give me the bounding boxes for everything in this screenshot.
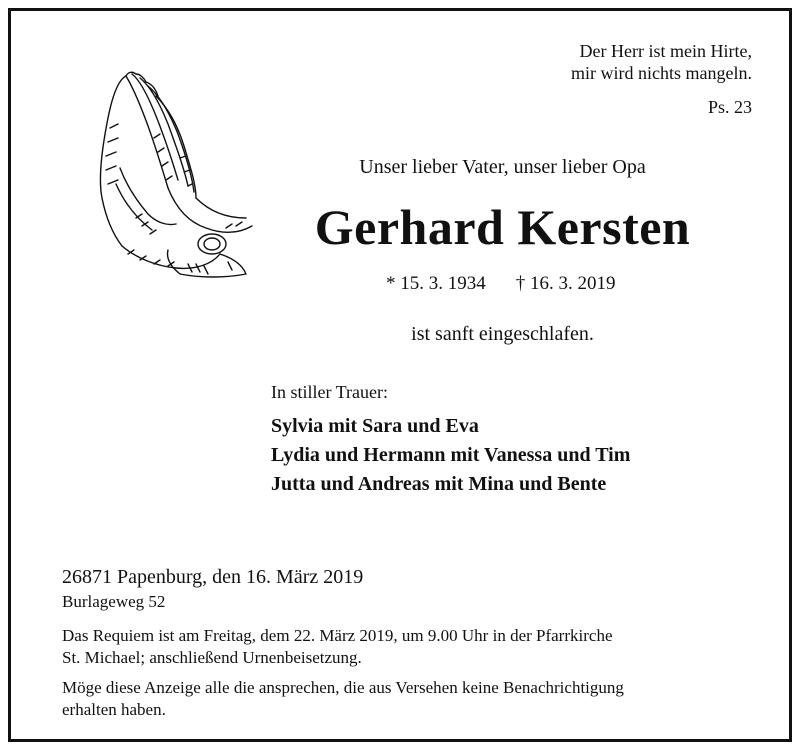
death-date: † 16. 3. 2019 <box>515 273 616 294</box>
requiem-notice <box>62 625 738 669</box>
address: Burlageweg 52 <box>62 592 166 611</box>
mourning-label: In stiller Trauer: <box>271 382 388 402</box>
passing-text: ist sanft eingeschlafen. <box>411 323 594 345</box>
family-list <box>271 412 630 499</box>
plea-line-1: Möge diese Anzeige alle die ansprechen, die aus Versehen keine Benachrichtigung <box>62 678 624 697</box>
family-member-line: Jutta und Andreas mit Mina und Bente <box>271 473 607 495</box>
birth-date: * 15. 3. 1934 <box>386 273 486 294</box>
life-dates <box>386 273 616 295</box>
requiem-line-1: Das Requiem ist am Freitag, dem 22. März 2019, um 9.00 Uhr in der Pfarrkirche <box>62 626 613 645</box>
family-member-line: Sylvia mit Sara und Eva <box>271 415 479 437</box>
bible-verse <box>571 40 752 84</box>
notification-plea <box>62 677 738 721</box>
verse-line-2: mir wird nichts mangeln. <box>571 63 752 83</box>
place-and-date: 26871 Papenburg, den 16. März 2019 <box>62 566 364 588</box>
verse-reference: Ps. 23 <box>707 97 752 117</box>
requiem-line-2: St. Michael; anschließend Urnenbeisetzung. <box>62 648 362 667</box>
intro-line: Unser lieber Vater, unser lieber Opa <box>359 156 646 178</box>
plea-line-2: erhalten haben. <box>62 700 166 719</box>
deceased-name: Gerhard Kersten <box>314 199 691 255</box>
verse-line-1: Der Herr ist mein Hirte, <box>579 41 752 61</box>
family-member-line: Lydia und Hermann mit Vanessa und Tim <box>271 444 631 466</box>
